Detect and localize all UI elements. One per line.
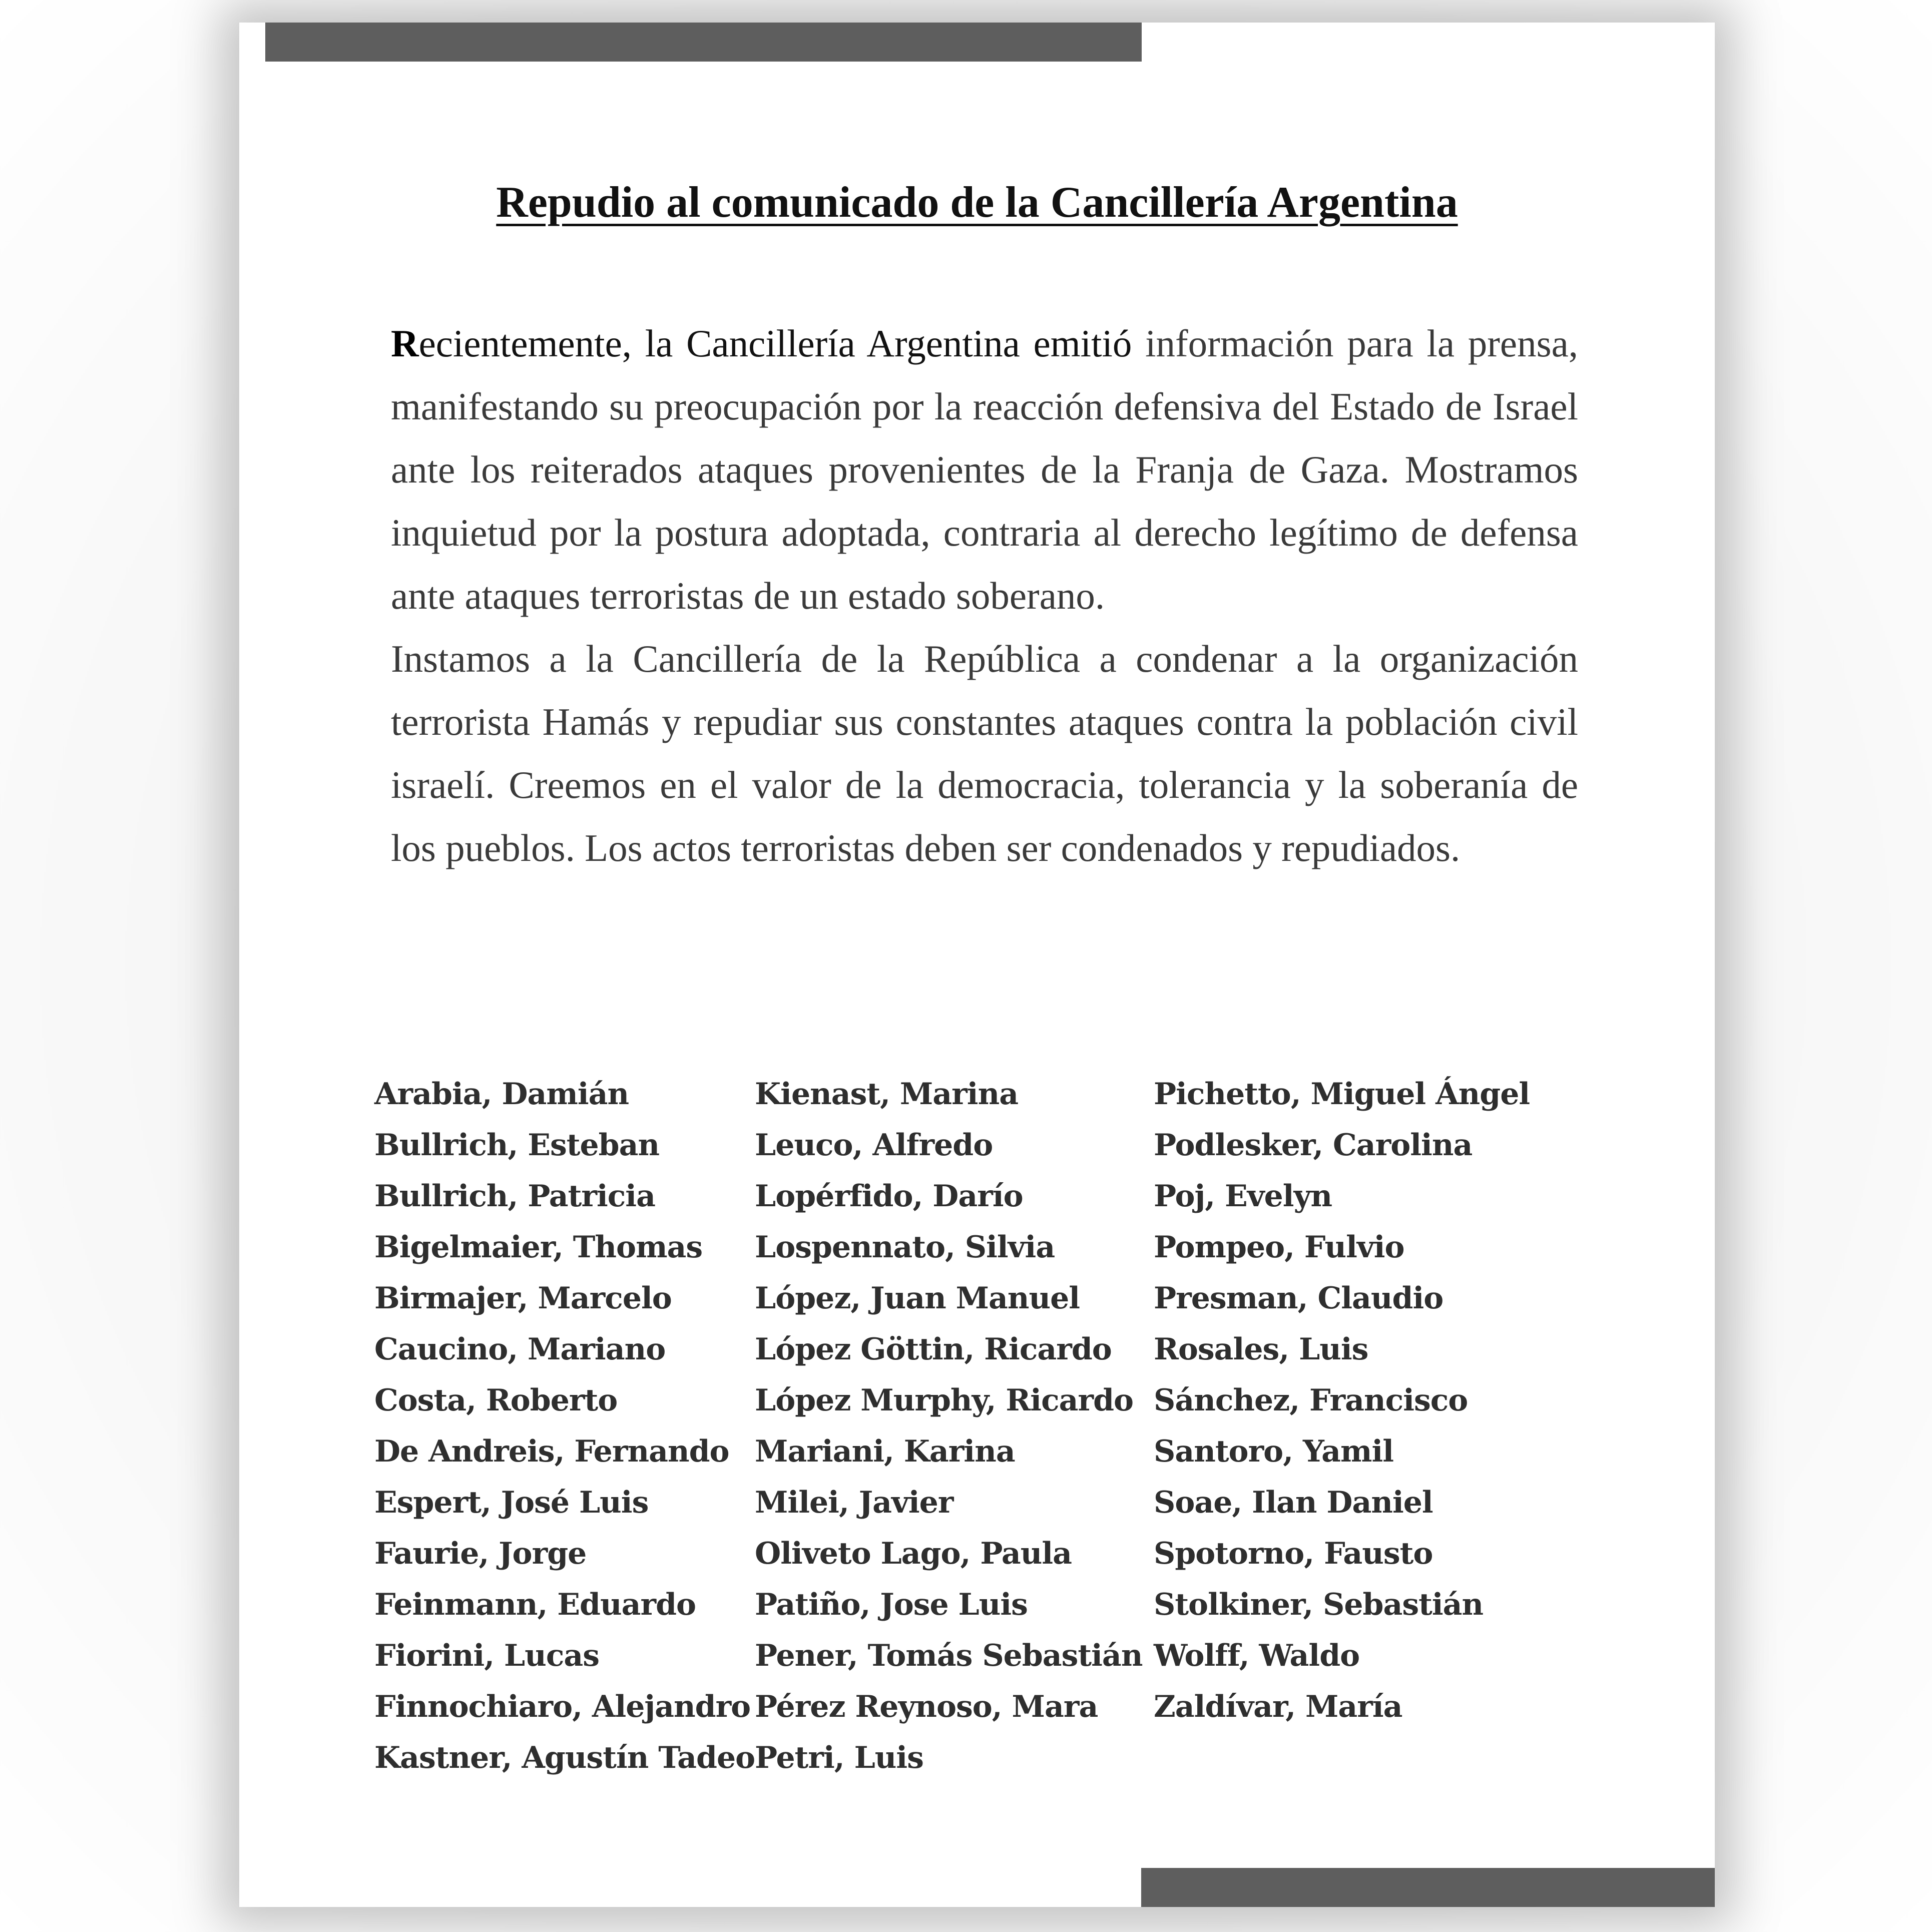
paragraph-2: Instamos a la Cancillería de la República a condenar a la organización terrorista Hamás y repudiar sus constantes ataques contra la población civil israelí. Creemos en el valor de la democracia, tolerancia y la soberanía de los pueblos. Los actos terroristas deben ser condenados y repudiados. xyxy=(391,637,1578,869)
signer-name: Caucino, Mariano xyxy=(374,1332,666,1367)
header-accent-bar xyxy=(265,23,1142,62)
paragraph-1 xyxy=(391,312,1578,627)
signer-name: Espert, José Luis xyxy=(374,1485,649,1520)
signers-column-2 xyxy=(755,1069,1142,1783)
signer-name: Pompeo, Fulvio xyxy=(1154,1230,1404,1265)
signer-name: Bigelmaier, Thomas xyxy=(374,1230,703,1265)
document-page xyxy=(239,23,1715,1907)
signer-name: De Andreis, Fernando xyxy=(374,1434,729,1469)
signer-name: Presman, Claudio xyxy=(1154,1281,1443,1316)
signer-name: Podlesker, Carolina xyxy=(1154,1128,1473,1163)
paragraph-1-lead: ecientemente, la Cancillería Argentina emitió xyxy=(418,322,1132,365)
signer-name: Milei, Javier xyxy=(755,1485,953,1520)
signer-name: Bullrich, Patricia xyxy=(374,1179,655,1214)
document-title: Repudio al comunicado de la Cancillería Argentina xyxy=(496,178,1458,227)
signer-name: Stolkiner, Sebastián xyxy=(1154,1587,1484,1622)
signer-name: Bullrich, Esteban xyxy=(374,1128,660,1163)
signers-column-1 xyxy=(374,1069,755,1783)
signer-name: Poj, Evelyn xyxy=(1154,1179,1332,1214)
signer-name: Lopérfido, Darío xyxy=(755,1179,1023,1214)
signer-name: Kastner, Agustín Tadeo xyxy=(374,1740,755,1775)
signer-name: Petri, Luis xyxy=(755,1740,923,1775)
signer-name: Patiño, Jose Luis xyxy=(755,1587,1028,1622)
signer-name: Pérez Reynoso, Mara xyxy=(755,1689,1098,1724)
signer-name: Oliveto Lago, Paula xyxy=(755,1536,1072,1571)
dropcap-letter: R xyxy=(391,322,419,365)
signers-column-3 xyxy=(1154,1069,1530,1732)
signer-name: Rosales, Luis xyxy=(1154,1332,1368,1367)
document-body xyxy=(391,312,1578,879)
signer-name: Leuco, Alfredo xyxy=(755,1128,993,1163)
signers-list xyxy=(374,1069,1626,1794)
signer-name: Lospennato, Silvia xyxy=(755,1230,1055,1265)
signer-name: López, Juan Manuel xyxy=(755,1281,1080,1316)
signer-name: Pichetto, Miguel Ángel xyxy=(1154,1077,1530,1112)
signer-name: Wolff, Waldo xyxy=(1154,1638,1360,1673)
signer-name: Faurie, Jorge xyxy=(374,1536,587,1571)
signer-name: Costa, Roberto xyxy=(374,1383,618,1418)
signer-name: Feinmann, Eduardo xyxy=(374,1587,696,1622)
signer-name: Sánchez, Francisco xyxy=(1154,1383,1468,1418)
signer-name: Arabia, Damián xyxy=(374,1077,629,1112)
signer-name: Kienast, Marina xyxy=(755,1077,1019,1112)
signer-name: Santoro, Yamil xyxy=(1154,1434,1394,1469)
footer-accent-bar xyxy=(1141,1868,1715,1907)
paragraph-1-text: información para la prensa, manifestando su preocupación por la reacción defensiva del Estado de Israel ante los reiterados ataques provenientes de la Franja de Gaza. Mostramos inquietud por la postura adoptada, contraria al derecho legítimo de defensa ante ataques terroristas de un estado soberano. xyxy=(391,322,1578,617)
signer-name: Mariani, Karina xyxy=(755,1434,1015,1469)
signer-name: Zaldívar, María xyxy=(1154,1689,1402,1724)
signer-name: López Murphy, Ricardo xyxy=(755,1383,1134,1418)
signer-name: Fiorini, Lucas xyxy=(374,1638,600,1673)
signer-name: Spotorno, Fausto xyxy=(1154,1536,1433,1571)
signer-name: Soae, Ilan Daniel xyxy=(1154,1485,1433,1520)
signer-name: Pener, Tomás Sebastián xyxy=(755,1638,1143,1673)
signer-name: Finnochiaro, Alejandro xyxy=(374,1689,751,1724)
signer-name: López Göttin, Ricardo xyxy=(755,1332,1112,1367)
signer-name: Birmajer, Marcelo xyxy=(374,1281,672,1316)
